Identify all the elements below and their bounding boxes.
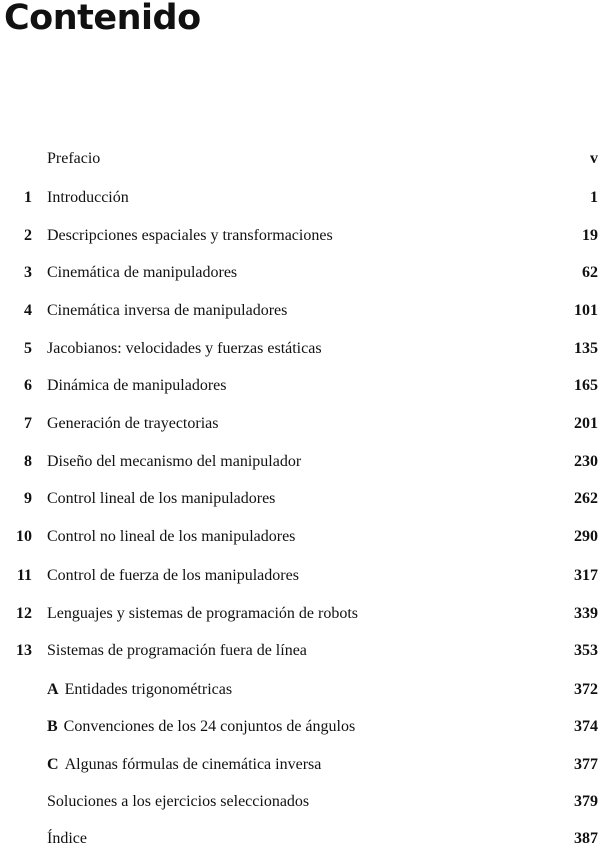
page-title: Contenido [4, 0, 201, 38]
toc-entry-chapter-1[interactable] [0, 187, 600, 209]
toc-entry-chapter-8[interactable] [0, 451, 600, 473]
chapter-title [47, 148, 100, 170]
toc-entry-appendix-a[interactable] [0, 679, 600, 701]
toc-entry-chapter-13[interactable] [0, 640, 600, 662]
chapter-title-text: Algunas fórmulas de cinemática inversa [64, 756, 322, 773]
chapter-title [47, 565, 299, 587]
toc-entry-prefacio[interactable] [0, 148, 600, 170]
page-number: 135 [574, 340, 598, 357]
chapter-number: 3 [24, 264, 32, 281]
chapter-title-text: Jacobianos: velocidades y fuerzas estáticas [47, 340, 322, 357]
chapter-number: 2 [24, 227, 32, 244]
page-number: 290 [574, 528, 598, 545]
chapter-title-text: Descripciones espaciales y transformaciones [47, 227, 333, 244]
chapter-title [47, 679, 232, 701]
toc-entry-chapter-5[interactable] [0, 338, 600, 360]
chapter-number: 9 [24, 490, 32, 507]
toc-entry-chapter-9[interactable] [0, 488, 600, 510]
chapter-title [47, 338, 322, 360]
page-number: 339 [574, 605, 598, 622]
chapter-title-text: Prefacio [47, 150, 101, 167]
page-number: v [590, 150, 598, 167]
chapter-title [47, 603, 358, 625]
chapter-title-text: Índice [47, 830, 87, 847]
chapter-number: 1 [24, 189, 32, 206]
page-number: 379 [574, 793, 598, 810]
chapter-number: 7 [24, 415, 32, 432]
chapter-number: 11 [16, 567, 32, 584]
toc-entry-chapter-7[interactable] [0, 413, 600, 435]
chapter-title [47, 451, 301, 473]
chapter-title [47, 300, 287, 322]
chapter-number: 10 [16, 528, 32, 545]
chapter-title-text: Dinámica de manipuladores [47, 377, 227, 394]
chapter-title-text: Control no lineal de los manipuladores [47, 528, 296, 545]
page-number: 1 [590, 189, 598, 206]
chapter-title-text: Cinemática de manipuladores [47, 264, 238, 281]
toc-entry-chapter-3[interactable] [0, 262, 600, 284]
chapter-title-text: Sistemas de programación fuera de línea [47, 642, 307, 659]
chapter-title [47, 791, 309, 813]
chapter-title [47, 488, 275, 510]
page-number: 62 [582, 264, 598, 281]
chapter-title-text: Diseño del mecanismo del manipulador [47, 453, 302, 470]
chapter-title [47, 375, 227, 397]
toc-entry-chapter-11[interactable] [0, 565, 600, 587]
chapter-title-text: Control de fuerza de los manipuladores [47, 567, 299, 584]
chapter-title [47, 262, 237, 284]
toc-entry-chapter-4[interactable] [0, 300, 600, 322]
page-number: 372 [574, 681, 598, 698]
toc-entry-appendix-c[interactable] [0, 754, 600, 776]
toc-entry-chapter-6[interactable] [0, 375, 600, 397]
chapter-title [47, 225, 333, 247]
chapter-title-text: Generación de trayectorias [47, 415, 219, 432]
page-number: 262 [574, 490, 598, 507]
chapter-title-text: Convenciones de los 24 conjuntos de ángulos [63, 718, 356, 735]
chapter-title [47, 187, 129, 209]
chapter-number: 6 [24, 377, 32, 394]
appendix-letter: B [47, 718, 58, 735]
page-number: 377 [574, 756, 598, 773]
chapter-number: 8 [24, 453, 32, 470]
chapter-title [47, 526, 295, 548]
chapter-title-text: Introducción [47, 189, 129, 206]
page-number: 19 [582, 227, 598, 244]
chapter-title-text: Soluciones a los ejercicios seleccionados [47, 793, 310, 810]
page-number: 387 [574, 830, 598, 847]
page-number: 165 [574, 377, 598, 394]
chapter-number: 13 [16, 642, 32, 659]
chapter-title-text: Cinemática inversa de manipuladores [47, 302, 288, 319]
toc-entry-chapter-2[interactable] [0, 225, 600, 247]
page-number: 101 [574, 302, 598, 319]
toc-entry-soluciones[interactable] [0, 791, 600, 813]
chapter-number: 12 [16, 605, 32, 622]
chapter-title-text: Control lineal de los manipuladores [47, 490, 276, 507]
page-number: 374 [574, 718, 598, 735]
chapter-title [47, 640, 307, 662]
chapter-title [47, 716, 355, 738]
page-number: 317 [574, 567, 598, 584]
toc-entry-chapter-12[interactable] [0, 603, 600, 625]
chapter-title-text: Entidades trigonométricas [64, 681, 233, 698]
chapter-title [47, 754, 321, 776]
page-number: 230 [574, 453, 598, 470]
chapter-number: 5 [24, 340, 32, 357]
page-number: 353 [574, 642, 598, 659]
toc-entry-appendix-b[interactable] [0, 716, 600, 738]
chapter-title-text: Lenguajes y sistemas de programación de robots [47, 605, 359, 622]
chapter-number: 4 [24, 302, 32, 319]
appendix-letter: A [47, 681, 59, 698]
toc-entry-indice[interactable] [0, 828, 600, 850]
chapter-title [47, 413, 218, 435]
appendix-letter: C [47, 756, 59, 773]
toc-entry-chapter-10[interactable] [0, 526, 600, 548]
chapter-title [47, 828, 87, 850]
page-number: 201 [574, 415, 598, 432]
